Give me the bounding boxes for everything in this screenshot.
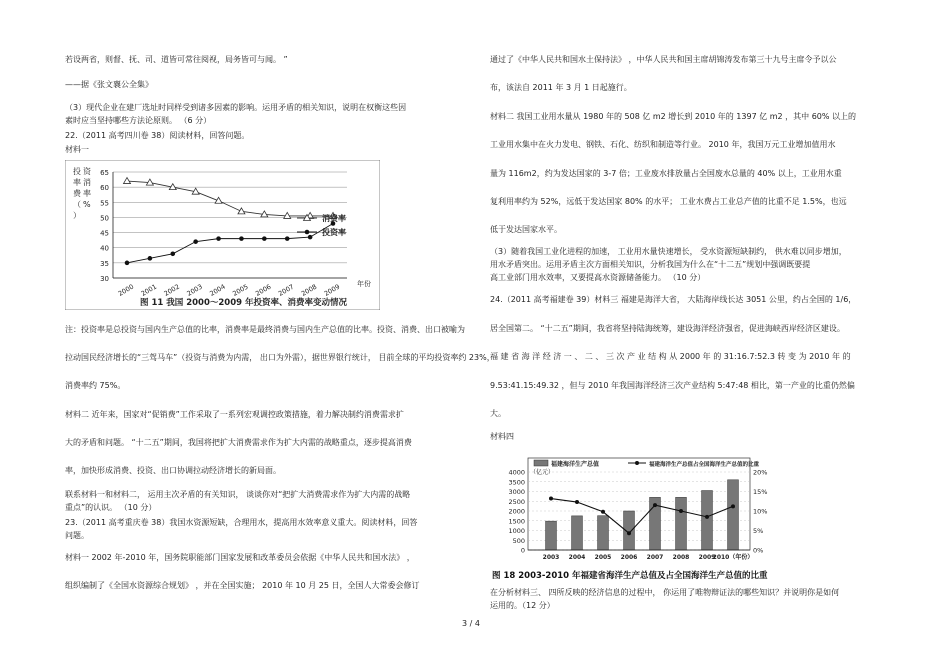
y-tick-label: 60 [100,184,109,193]
x-tick-label: 2000 [116,282,136,298]
text-line: 居全国第二。 “十二五”期间，我省将坚持陆海统筹，建设海洋经济强省，促进海峡西岸经济区建设。 [490,324,845,333]
data-point [679,509,683,513]
text-line: 材料一 2002 年-2010 年，国务院职能部门国家发展和改革委员会依据《中华人民共和国水法》 ， [65,553,415,562]
legend-marker [305,230,310,235]
y-axis-unit: （亿元） [530,469,555,476]
text-line: 材料二 近年来，国家对“促销费”工作采取了一系列宏观调控政策措施，着力解决制约消费需求扩 [65,410,404,419]
text-line: 消费率约 75%。 [65,381,126,390]
y-tick-label: 30 [100,275,109,283]
text-line: 材料一 [65,145,89,154]
text-line: 工业用水集中在火力发电、钢铁、石化、纺织和制造等行业。 2010 年，我国万元工业增加值用水 [490,140,836,149]
bar [572,516,583,550]
y-tick-label: 50 [100,214,109,223]
y-tick-label: 1000 [508,527,525,535]
y-axis-label-char: 资 [83,167,91,176]
x-tick-label: 2008 [672,554,690,561]
bar [676,497,687,550]
data-point [308,235,313,240]
x-axis-label: 年份 [357,280,371,288]
text-line: 材料四 [490,432,514,441]
legend-label: 消费率 [322,214,346,223]
y-axis-label-char: ） [73,211,81,220]
y-axis-label-char: 投 [73,167,81,176]
text-line: 布，该法自 2011 年 3 月 1 日起施行。 [490,83,632,92]
x-tick-label: 2006 [254,282,273,298]
y-tick-label: 0 [520,546,525,555]
y-right-tick-label: 5% [753,527,764,535]
x-tick-label: 2003 [185,282,204,298]
data-point [148,256,153,261]
text-line: 用水矛盾突出。运用矛盾主次方面相关知识，分析我国为什么在“十二五”规划中强调既要提 [490,260,811,269]
chart-fujian-marine [490,450,820,585]
legend-swatch [534,460,548,466]
data-point [193,239,198,244]
text-line: 重点”的认识。 （10 分） [65,503,157,512]
text-line: 联系材料一和材料二， 运用主次矛盾的有关知识， 谈谈你对“把扩大消费需求作为扩大内需的战略 [65,490,411,499]
y-axis-label-char: 率 [73,178,81,187]
data-point [239,236,244,241]
x-tick-label: 2009 [698,554,716,561]
page-number: 3 / 4 [462,619,480,628]
y-tick-label: 3000 [508,488,525,496]
y-tick-label: 4000 [508,468,525,477]
x-tick-label: 2004 [208,282,227,298]
y-axis-label-char: 消 [83,178,91,187]
data-point [125,261,130,266]
y-right-tick-label: 20% [753,468,768,477]
data-point [705,515,709,519]
y-right-tick-label: 10% [753,507,768,516]
text-line: 问题。 [65,531,89,540]
y-tick-label: 2500 [508,497,525,506]
x-tick-label: 2002 [162,282,181,298]
y-right-tick-label: 0% [753,546,764,555]
x-tick-label: 2005 [594,554,612,561]
text-line: （3）现代企业在建厂选址时同样受到诸多因素的影响。运用矛盾的相关知识，说明在权衡这些因 [65,103,407,112]
y-tick-label: 1500 [508,517,525,526]
text-line: 若设两省，则督、抚、司、道皆可常往阅视，局务皆可与闻。 ” [65,55,288,64]
y-tick-label: 65 [100,169,109,177]
text-line: 大。 [490,409,506,418]
data-point [285,236,290,241]
text-line: 量为 116m2，约为发达国家的 3-7 倍；工业废水排放量占全国废水总量的 40% 以上，工业用水重 [490,169,842,178]
text-line: （3）随着我国工业化进程的加速， 工业用水量快速增长， 受水资源短缺制约， 供水难以同步增加， [490,247,847,256]
text-line: 24.（2011 高考福建卷 39）材料三 福建是海洋大省， 大陆海岸线长达 3051 公里，约占全国的 1/6， [490,295,857,304]
y-tick-label: 3500 [508,478,525,487]
text-line: 22.（2011 高考四川卷 38）阅读材料，回答问题。 [65,131,250,140]
x-tick-label: 2008 [299,282,319,298]
y-axis-label-char: 费 [73,189,81,198]
text-line: 拉动国民经济增长的“三驾马车”（投资与消费为内需， 出口为外需），据世界银行统计， 目前全球的平均投资率约 23%， [65,353,495,362]
chart-title: 图 18 2003-2010 年福建省海洋生产总值及占全国海洋生产总值的比重 [492,571,768,581]
legend-label: 福建海洋生产总值占全国海洋生产总值的比重 [649,462,760,468]
text-line: 9.53:41.15:49.32 ，但与 2010 年我国海洋经济三次产业结构 5:47:48 相比，第一产业的比重仍然偏 [490,381,855,390]
text-line: 高工业部门用水效率，又要提高水资源储备能力。 （10 分） [490,273,706,282]
x-tick-label: 2006 [620,554,638,561]
x-tick-label: 2003 [542,554,560,561]
legend-marker [635,461,639,465]
data-point [549,497,553,501]
y-axis-label-char: （ [73,200,81,209]
bar [546,521,557,550]
y-tick-label: 45 [100,229,109,238]
x-tick-label: 2009 [322,282,342,298]
y-tick-label: 500 [512,536,525,545]
text-line: 运用的。（12 分） [490,601,555,610]
text-line: 通过了《中华人民共和国水土保持法》 ，中华人民共和国主席胡锦涛发布第三十九号主席令予以公 [490,55,837,64]
text-line: 组织编制了《全国水资源综合规划》 ，并在全国实施； 2010 年 10 月 25 日，全国人大常委会修订 [65,581,420,590]
y-tick-label: 40 [100,244,109,253]
data-point [575,500,579,504]
x-tick-label: 2010（年份） [712,554,754,561]
y-tick-label: 35 [100,259,109,268]
x-tick-label: 2001 [139,282,159,298]
y-axis-label-char: 率 [83,189,91,198]
text-line: 大的矛盾和问题。 “十二五”期间，我国将把扩大消费需求作为扩大内需的战略重点，逐步提高消费 [65,438,412,447]
text-line: 注：投资率是总投资与国内生产总值的比率，消费率是最终消费与国内生产总值的比率。投资、消费、出口被喻为 [65,325,465,334]
y-right-tick-label: 15% [753,488,768,496]
chart-invest-consume [65,160,380,310]
data-point [216,236,221,241]
chart-title: 图 11 我国 2000～2009 年投资率、消费率变动情况 [140,298,347,308]
bar [728,480,739,550]
y-tick-label: 2000 [508,507,525,516]
text-line: 低于发达国家水平。 [490,225,562,234]
x-tick-label: 2005 [231,282,250,298]
data-point [653,503,657,507]
x-tick-label: 2007 [646,554,664,561]
text-line: 23.（2011 高考重庆卷 38）我国水资源短缺，合理用水，提高用水效率意义重大。阅读材料，回答 [65,518,418,527]
legend-label: 福建海洋生产总值 [551,461,600,468]
text-line: 率，加快形成消费、投资、出口协调拉动经济增长的新局面。 [65,466,281,475]
text-line: 复利用率约为 52%，远低于发达国家 80% 的水平； 工业水费占工业总产值的比重不足 1.5%，也远 [490,197,847,206]
y-tick-label: 55 [100,199,109,208]
data-point [627,531,631,535]
data-point [262,236,267,241]
text-line: 在分析材料三、 四所反映的经济信息的过程中， 你运用了唯物辩证法的哪些知识？并说明你是如何 [490,588,840,597]
data-point [731,504,735,508]
text-line: 福 建 省 海 洋 经 济 一 、 二 、 三 次 产 业 结 构 从 2000 年 的 31:16.7:52.3 转 变 为 2010 年 的 [490,352,851,361]
text-line: 材料二 我国工业用水量从 1980 年的 508 亿 m2 增长到 2010 年的 1397 亿 m2 ，其中 60% 以上的 [490,112,857,121]
y-axis-label-char: % [83,200,91,209]
plot-frame [528,458,750,550]
x-tick-label: 2004 [568,554,586,561]
data-point [601,510,605,514]
bar [702,491,713,550]
text-line: 素时应当坚持哪些方法论原则。 （6 分） [65,116,212,125]
bar [598,516,609,550]
text-line: ——据《张文襄公全集》 [65,80,153,89]
data-point [170,251,175,256]
x-tick-label: 2007 [277,282,296,298]
legend-label: 投资率 [322,228,346,237]
